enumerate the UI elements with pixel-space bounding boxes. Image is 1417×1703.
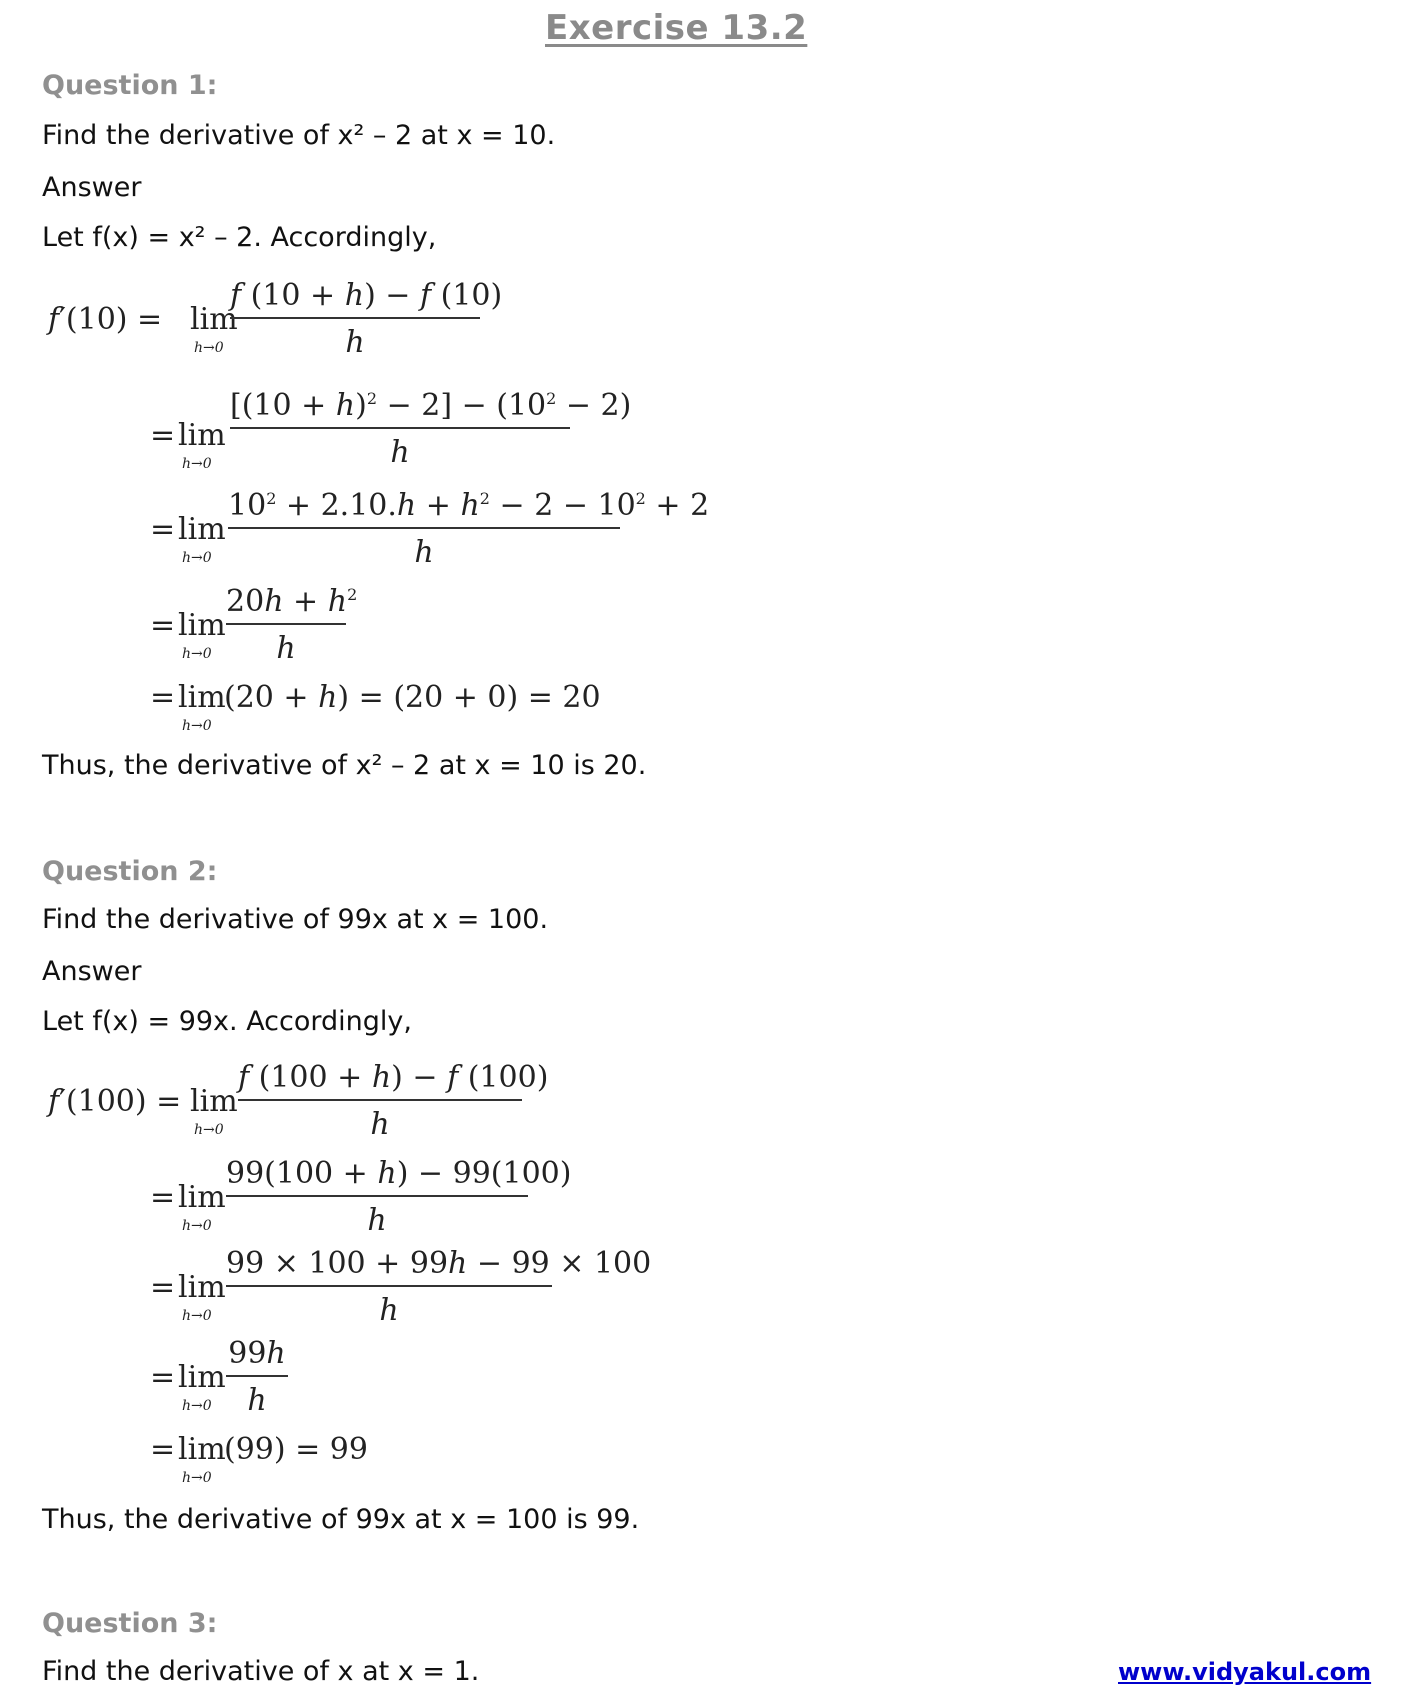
question-1-text: Find the derivative of x² – 2 at x = 10. — [42, 120, 556, 151]
answer-1-label: Answer — [42, 172, 142, 203]
answer-1-conclusion: Thus, the derivative of x² – 2 at x = 10 is 20. — [42, 750, 647, 781]
answer-2-label: Answer — [42, 956, 142, 987]
question-2-text: Find the derivative of 99x at x = 100. — [42, 904, 549, 935]
question-2-heading: Question 2: — [42, 856, 218, 887]
question-3-heading: Question 3: — [42, 1608, 218, 1639]
vidyakul-link[interactable]: www.vidyakul.com — [1118, 1658, 1372, 1686]
answer-2-setup: Let f(x) = 99x. Accordingly, — [42, 1006, 412, 1037]
question-3-text: Find the derivative of x at x = 1. — [42, 1656, 480, 1687]
derivation-2: f′(100) = lim h→0 f (100 + h) − f (100) h = lim h→0 99(100 + h) − 99(100) h = lim h→0 99 × 100 + 99h − 99 × 100 h = lim h→0 99h h = lim h→0 (99) = 99 — [48, 1060, 652, 1486]
answer-2-conclusion: Thus, the derivative of 99x at x = 100 is 99. — [42, 1504, 640, 1535]
question-1-heading: Question 1: — [42, 70, 218, 101]
derivation-1: f′(10) = lim h→0 f (10 + h) − f (10) h = lim h→0 $[(10 + h)^2 - 2] - (10^2 - 2)$ h = lim h→0 $10^2 + 2.10.h + h^2 - 2 - 10^2 + 2$ h = lim h→0 $20h + h^2$ h = lim h→0 (20 + h) = (20 + 0) = 20 — [48, 278, 710, 734]
answer-1-setup: Let f(x) = x² – 2. Accordingly, — [42, 222, 437, 253]
page-title: Exercise 13.2 — [545, 8, 808, 48]
